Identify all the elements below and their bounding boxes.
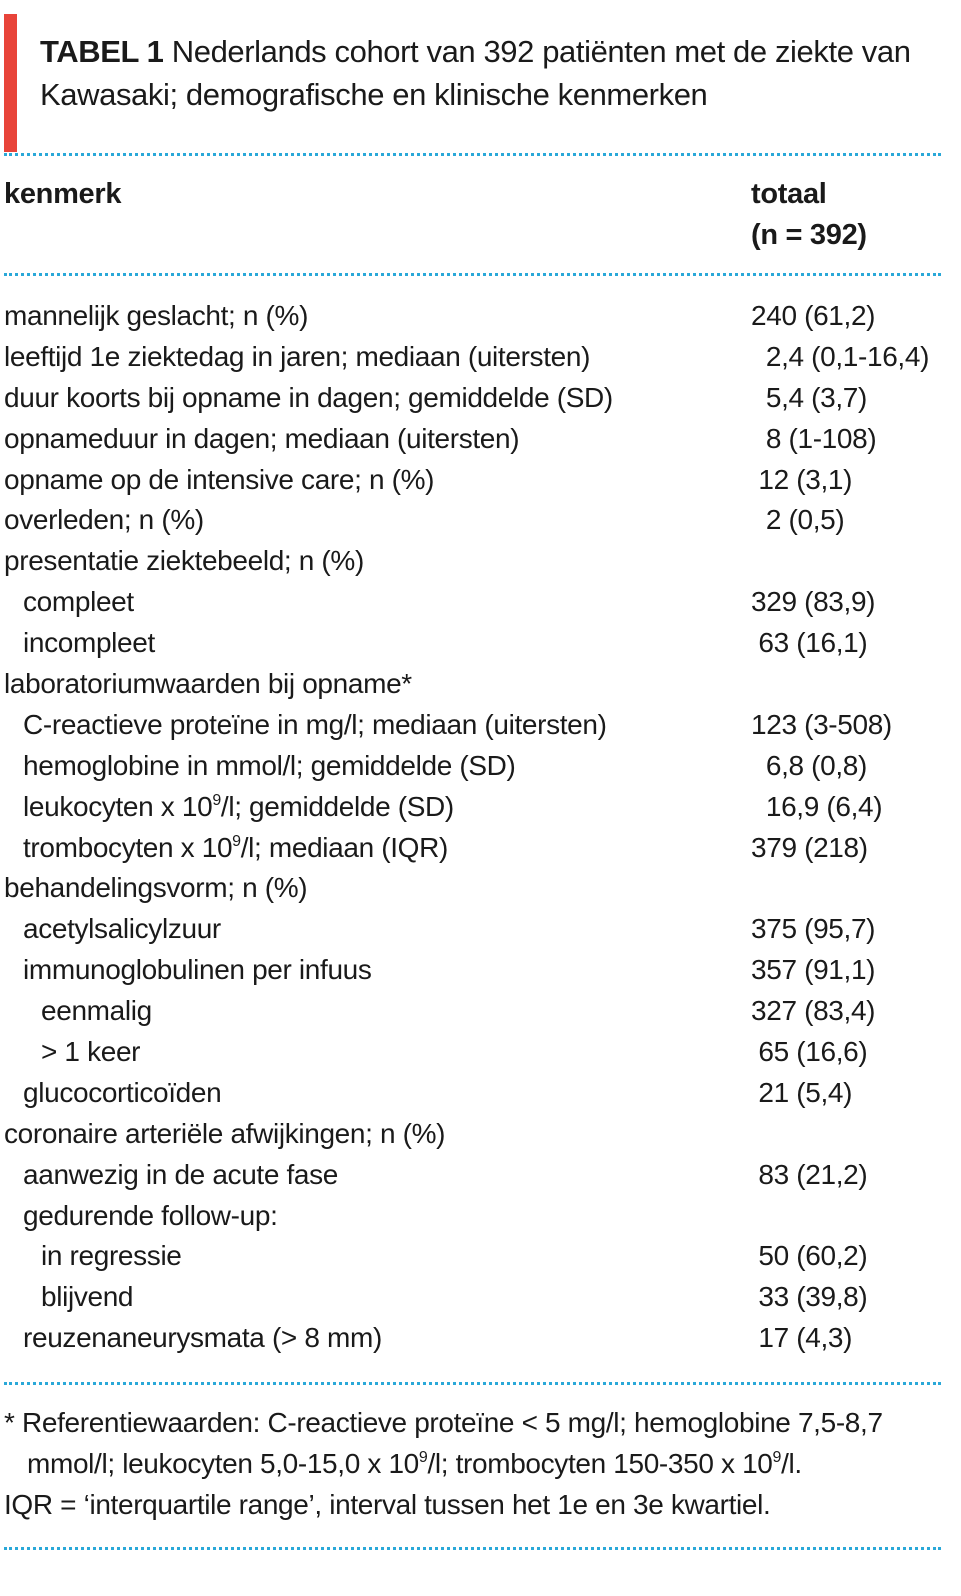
row-label: mannelijk geslacht; n (%) [4,300,309,331]
table-row [0,378,961,419]
row-label: hemoglobine in mmol/l; gemiddelde (SD) [23,749,516,781]
table-row [0,909,961,950]
footnote-line-2-pre: mmol/l; leukocyten 5,0-15,0 x 10 [27,1448,419,1479]
footnote-line-2-post: /l. [781,1448,802,1479]
table-row [0,1032,961,1073]
row-label: presentatie ziektebeeld; n (%) [4,545,364,577]
row-label: duur koorts bij opname in dagen; gemiddelde (SD) [4,381,613,413]
column-header-kenmerk: kenmerk [4,178,122,210]
footnote-line-2 [4,1443,944,1484]
row-label: opnameduur in dagen; mediaan (uitersten) [4,422,520,454]
column-header-totaal [751,174,867,256]
row-label: in regressie [41,1240,182,1272]
row-value: 63 (16,1) [751,627,868,659]
table-row [0,1114,961,1155]
row-value: 329 (83,9) [751,586,876,618]
row-label: blijvend [41,1281,134,1313]
table-body [0,296,961,1359]
table-row [0,991,961,1032]
row-value: 83 (21,2) [751,1158,868,1190]
row-label [23,828,448,868]
row-label: > 1 keer [41,1036,141,1068]
table-row [0,500,961,541]
table-row [0,746,961,787]
row-label: reuzenaneurysmata (> 8 mm) [23,1322,382,1354]
table-row [0,1318,961,1359]
table-row [0,296,961,337]
row-label: compleet [23,586,134,618]
row-value: 33 (39,8) [751,1281,868,1313]
row-label-sup: 9 [212,791,221,809]
table-row [0,460,961,501]
table-row [0,1073,961,1114]
row-label-pre: leukocyten x 10 [23,790,213,822]
footnote [4,1402,944,1525]
row-label: gedurende follow-up: [23,1199,278,1231]
rule-end [4,1547,941,1550]
table-row [0,1236,961,1277]
row-label: C-reactieve proteïne in mg/l; mediaan (uitersten) [23,708,607,740]
row-label: coronaire arteriële afwijkingen; n (%) [4,1117,446,1149]
row-value: 375 (95,7) [751,913,876,945]
table-caption: Nederlands cohort van 392 patiënten met de ziekte van Kawasaki; demografische en klinische kenmerken [40,34,911,112]
row-value: 2 (0,5) [751,504,845,536]
table-row [0,541,961,582]
table-row [0,419,961,460]
accent-bar [4,14,17,152]
row-label-sup: 9 [232,832,241,850]
rule-top [4,153,941,156]
table-row [0,1277,961,1318]
row-value: 8 (1-108) [751,422,877,454]
table-row [0,950,961,991]
table-row [0,828,961,869]
row-value: 240 (61,2) [751,300,876,331]
row-label: incompleet [23,627,155,659]
row-value: 21 (5,4) [751,1076,853,1108]
table-row [0,623,961,664]
row-label: opname op de intensive care; n (%) [4,463,435,495]
row-value: 5,4 (3,7) [751,381,867,413]
table-row [0,705,961,746]
row-value: 327 (83,4) [751,995,876,1027]
row-label-post: /l; gemiddelde (SD) [220,790,454,822]
rule-bottom [4,1382,941,1385]
row-label-post: /l; mediaan (IQR) [240,831,448,863]
row-value: 357 (91,1) [751,954,876,986]
row-value: 16,9 (6,4) [751,790,883,822]
footnote-line-2-mid: /l; trombocyten 150-350 x 10 [427,1448,773,1479]
row-value: 2,4 (0,1-16,4) [751,340,930,372]
column-header-totaal-line1: totaal [751,178,827,210]
footnote-line-1: * Referentiewaarden: C-reactieve proteïne < 5 mg/l; hemoglobine 7,5-8,7 [4,1407,883,1438]
row-label: behandelingsvorm; n (%) [4,872,308,904]
table-row [0,664,961,705]
table-row [0,787,961,828]
row-label: glucocorticoïden [23,1076,222,1108]
row-value: 379 (218) [751,831,868,863]
row-value: 12 (3,1) [751,463,853,495]
row-value: 6,8 (0,8) [751,749,867,781]
table-row [0,1155,961,1196]
footnote-sup-2: 9 [772,1449,782,1466]
row-label: acetylsalicylzuur [23,913,221,945]
row-value: 50 (60,2) [751,1240,868,1272]
row-label: leeftijd 1e ziektedag in jaren; mediaan (uitersten) [4,340,591,372]
row-label: overleden; n (%) [4,504,204,536]
table-title [40,30,940,116]
row-label: aanwezig in de acute fase [23,1158,339,1190]
column-header-totaal-line2: (n = 392) [751,219,867,251]
table-row [0,337,961,378]
row-value: 123 (3-508) [751,708,892,740]
footnote-sup-1: 9 [418,1449,428,1466]
row-label-pre: trombocyten x 10 [23,831,233,863]
row-value: 17 (4,3) [751,1322,853,1354]
row-label: immunoglobulinen per infuus [23,954,372,986]
row-label: laboratoriumwaarden bij opname* [4,668,412,700]
rule-header [4,273,941,276]
row-value: 65 (16,6) [751,1036,868,1068]
row-label [23,787,454,827]
table-row [0,582,961,623]
footnote-line-3: IQR = ‘interquartile range’, interval tussen het 1e en 3e kwartiel. [4,1489,771,1520]
table-number: TABEL 1 [40,34,164,69]
table-row [0,1196,961,1237]
table-row [0,868,961,909]
row-label: eenmalig [41,995,152,1027]
